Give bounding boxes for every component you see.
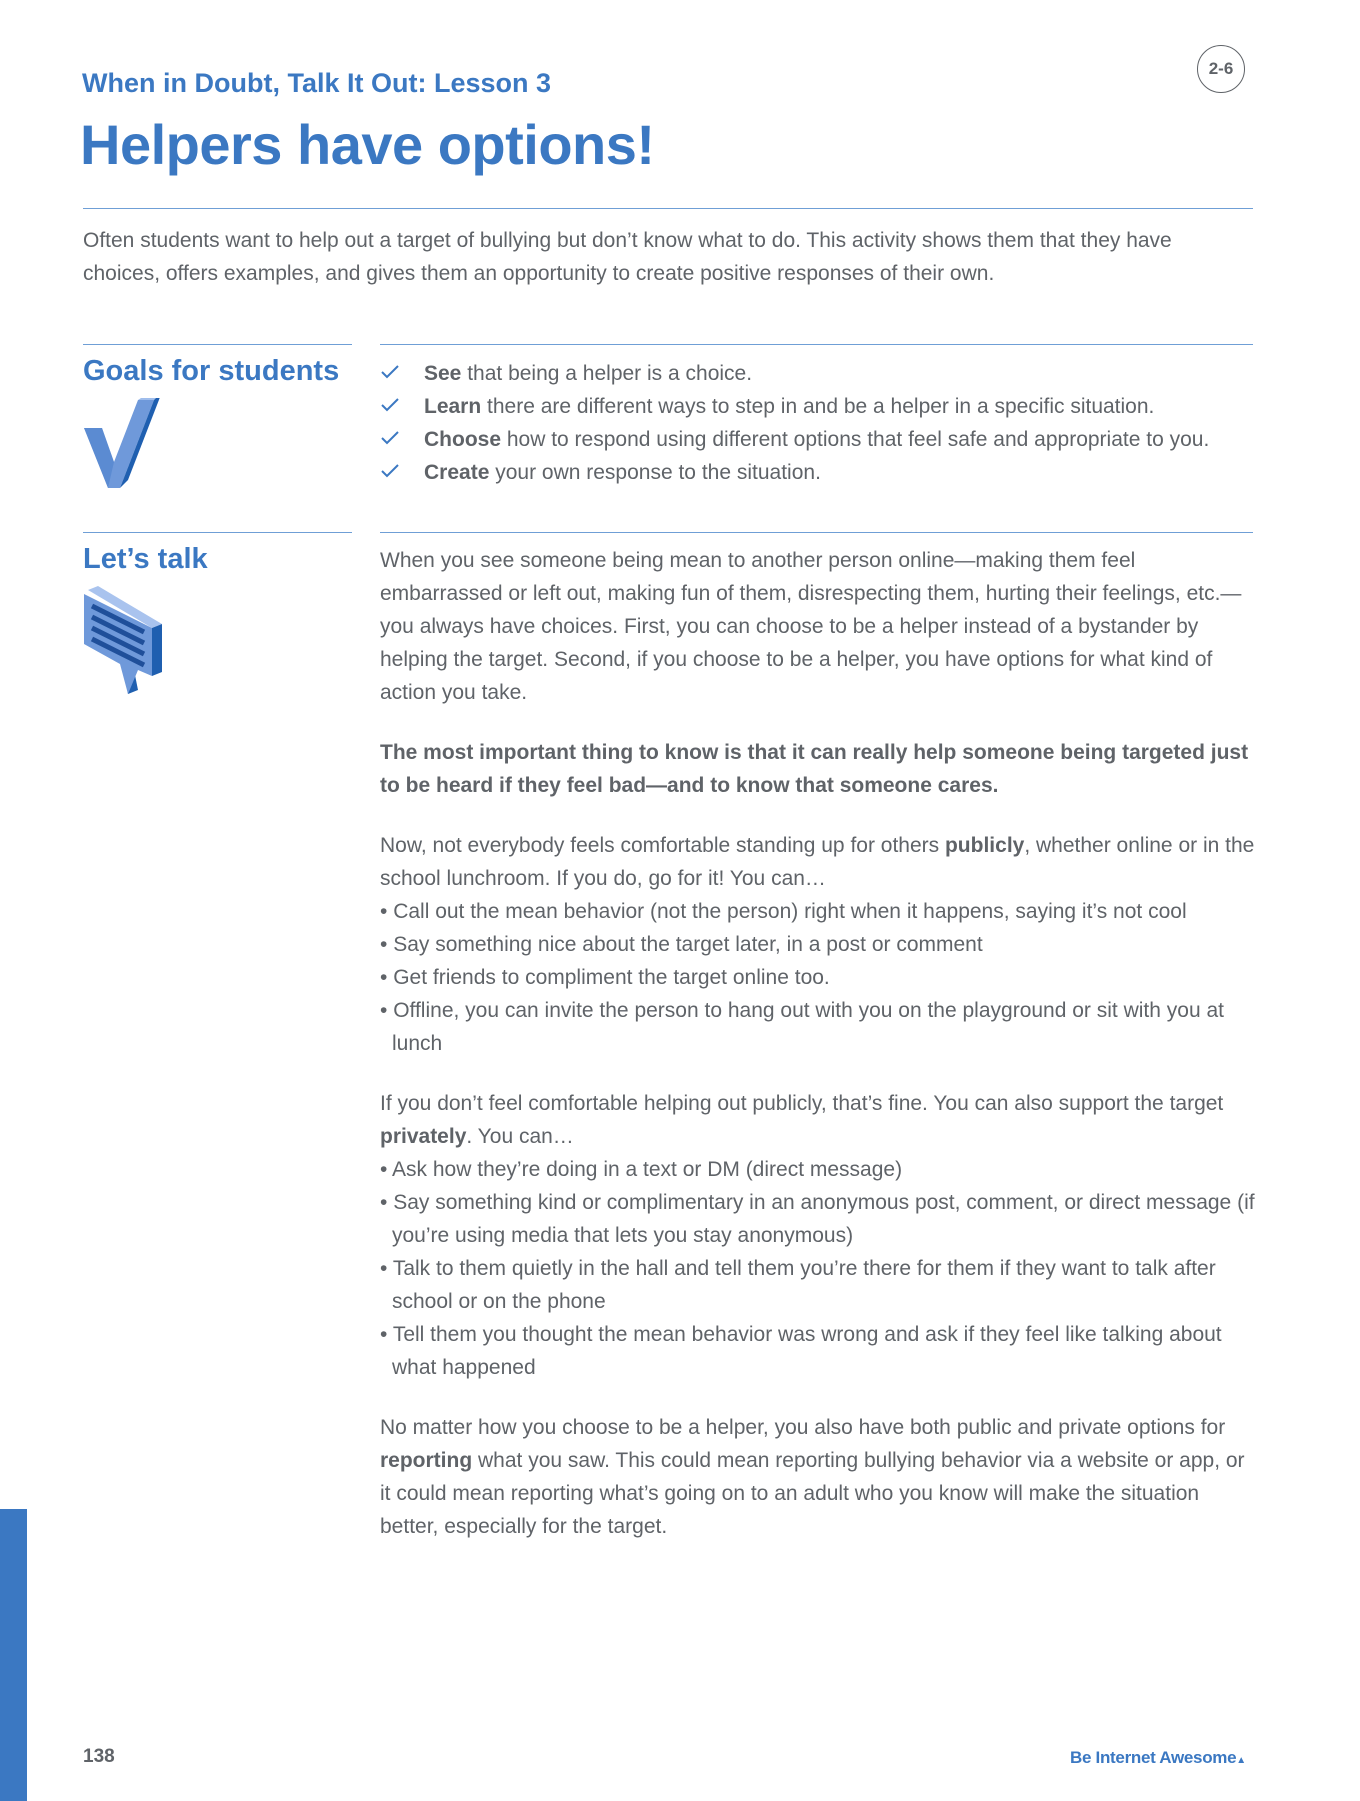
goals-heading: Goals for students <box>83 355 340 387</box>
private-list <box>380 1153 1260 1384</box>
list-item: • Offline, you can invite the person to hang out with you on the playground or sit with you at lunch <box>380 994 1260 1060</box>
brand-logo: Be Internet Awesome▲ <box>1070 1748 1246 1767</box>
list-item: • Talk to them quietly in the hall and tell them you’re there for them if they want to talk after school or on the phone <box>380 1252 1260 1318</box>
check-icon <box>380 428 424 452</box>
check-icon <box>380 362 424 386</box>
checkmark-icon <box>80 398 160 490</box>
talk-left-divider <box>83 532 352 533</box>
talk-right-divider <box>380 532 1253 533</box>
private-lead: If you don’t feel comfortable helping out publicly, that’s fine. You can also support the target privately. You can… <box>380 1092 1224 1148</box>
talk-heading: Let’s talk <box>83 543 208 575</box>
goal-item: Learn there are different ways to step in and be a helper in a specific situation. <box>380 390 1260 423</box>
list-item: • Call out the mean behavior (not the person) right when it happens, saying it’s not cool <box>380 895 1260 928</box>
goal-item: Choose how to respond using different options that feel safe and appropriate to you. <box>380 423 1260 456</box>
goals-left-divider <box>83 344 352 345</box>
goals-right-divider <box>380 344 1253 345</box>
list-item: • Get friends to compliment the target online too. <box>380 961 1260 994</box>
intro-paragraph: Often students want to help out a target of bullying but don’t know what to do. This activity shows them that they have choices, offers examples, and gives them an opportunity to create positive responses of their own. <box>83 229 1172 285</box>
check-icon <box>380 395 424 419</box>
private-options <box>380 1087 1260 1384</box>
grade-badge: 2-6 <box>1197 45 1245 93</box>
page-number: 138 <box>83 1746 115 1767</box>
goal-item: See that being a helper is a choice. <box>380 357 1260 390</box>
public-list <box>380 895 1260 1060</box>
talk-body <box>380 544 1260 1570</box>
public-options <box>380 829 1260 1060</box>
talk-key-point: The most important thing to know is that it can really help someone being targeted just to be heard if they feel bad—and to know that someone cares. <box>380 741 1249 797</box>
public-lead: Now, not everybody feels comfortable standing up for others publicly, whether online or in the school lunchroom. If you do, go for it! You can… <box>380 834 1255 890</box>
speech-bubble-icon <box>80 586 164 694</box>
page-title: Helpers have options! <box>80 113 655 176</box>
list-item: • Ask how they’re doing in a text or DM (direct message) <box>380 1153 1260 1186</box>
header-divider <box>83 208 1253 209</box>
list-item: • Say something nice about the target later, in a post or comment <box>380 928 1260 961</box>
goals-list <box>380 357 1260 489</box>
side-accent-bar <box>0 1509 27 1801</box>
list-item: • Say something kind or complimentary in an anonymous post, comment, or direct message (if you’re using media that lets you stay anonymous) <box>380 1186 1260 1252</box>
list-item: • Tell them you thought the mean behavior was wrong and ask if they feel like talking about what happened <box>380 1318 1260 1384</box>
lesson-label: When in Doubt, Talk It Out: Lesson 3 <box>82 68 551 98</box>
reporting-paragraph: No matter how you choose to be a helper, you also have both public and private options for reporting what you saw. This could mean reporting bullying behavior via a website or app, or it could mean reporting what’s going on to an adult who you know will make the situation better, especially for the target. <box>380 1416 1245 1538</box>
talk-paragraph-1: When you see someone being mean to another person online—making them feel embarrassed or left out, making fun of them, disrespecting them, hurting their feelings, etc.—you always have choices. First, you can choose to be a helper instead of a bystander by helping the target. Second, if you choose to be a helper, you have options for what kind of action you take. <box>380 549 1242 704</box>
check-icon <box>380 461 424 485</box>
goal-item: Create your own response to the situation. <box>380 456 1260 489</box>
